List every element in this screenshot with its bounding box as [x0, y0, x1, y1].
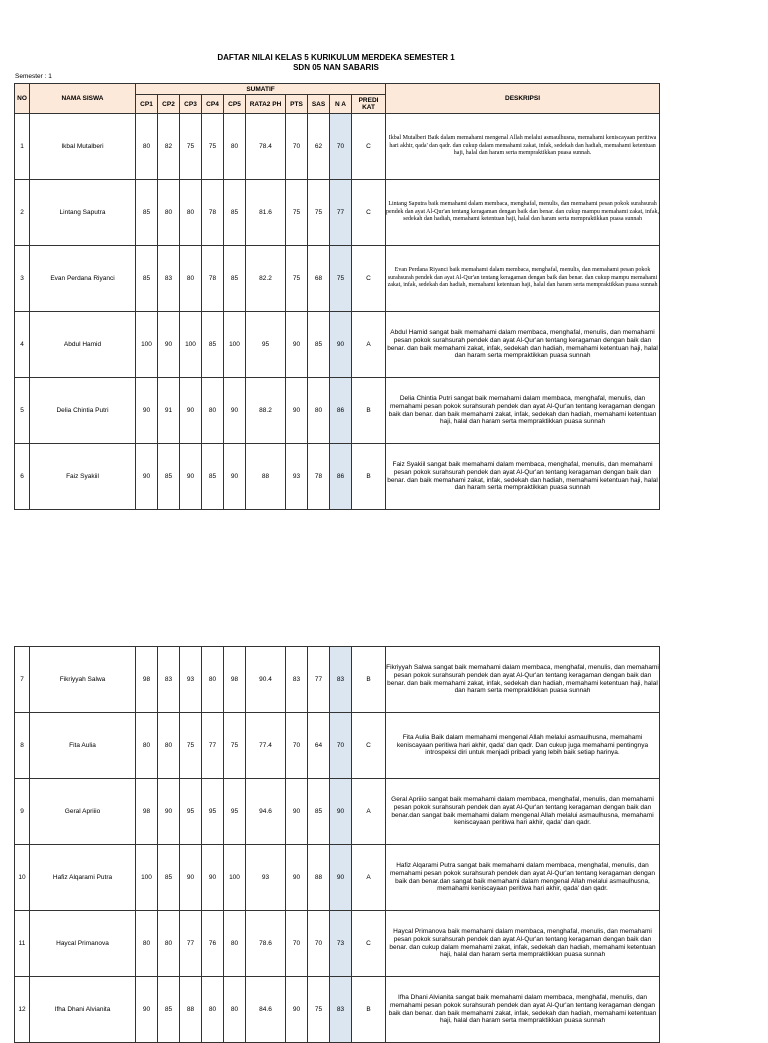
cell-rata2: 77.4	[246, 713, 286, 779]
cell-cp4: 80	[202, 977, 224, 1043]
cell-cp4: 80	[202, 378, 224, 444]
table-row	[15, 647, 660, 713]
cell-cp4: 75	[202, 114, 224, 180]
cell-no: 8	[15, 713, 30, 779]
cell-na: 83	[330, 977, 352, 1043]
cell-cp5: 85	[224, 180, 246, 246]
table-row	[15, 779, 660, 845]
cell-rata2: 81.6	[246, 180, 286, 246]
cell-cp5: 80	[224, 114, 246, 180]
cell-desc: Lintang Saputra baik memahami dalam membaca, menghafal, menulis, dan memahami pesan pokok surahsurah pendek dan ayat Al-Qur'an tentang keragaman dengan baik dan benar. dan cukup mampu memahami zakat, infak, sedekah dan hadiah, memahami ketentuan haji, halal dan haram serta mempraktikkan puasa sunnah	[386, 180, 660, 246]
cell-cp1: 90	[136, 378, 158, 444]
cell-desc: Faiz Syakiil sangat baik memahami dalam membaca, menghafal, menulis, dan memahami pesan pokok surahsurah pendek dan ayat Al-Qur'an tentang keragaman dengan baik dan benar. dan baik memahami zakat, infak, sedekah dan hadiah, memahami ketentuan haji, halal dan haram serta mempraktikkan puasa sunnah	[386, 444, 660, 510]
cell-cp2: 85	[158, 444, 180, 510]
cell-desc: Abdul Hamid sangat baik memahami dalam membaca, menghafal, menulis, dan memahami pesan pokok surahsurah pendek dan ayat Al-Qur'an tentang keragaman dengan baik dan benar. dan baik memahami zakat, infak, sedekah dan hadiah, memahami ketentuan haji, halal dan haram serta mempraktikkan puasa sunnah	[386, 312, 660, 378]
cell-rata2: 95	[246, 312, 286, 378]
cell-no: 7	[15, 647, 30, 713]
cell-pts: 90	[286, 977, 308, 1043]
cell-name: Fita Aulia	[30, 713, 136, 779]
header-predikat-line2: KAT	[362, 104, 375, 111]
cell-pred: C	[352, 114, 386, 180]
header-pts: PTS	[286, 95, 308, 114]
cell-pts: 90	[286, 779, 308, 845]
cell-na: 90	[330, 845, 352, 911]
cell-name: Delia Chintia Putri	[30, 378, 136, 444]
table-row	[15, 246, 660, 312]
cell-cp1: 85	[136, 246, 158, 312]
cell-pred: A	[352, 312, 386, 378]
cell-cp3: 75	[180, 713, 202, 779]
cell-cp5: 85	[224, 246, 246, 312]
cell-name: Ifha Dhani Alvianita	[30, 977, 136, 1043]
cell-cp3: 90	[180, 378, 202, 444]
cell-name: Haycal Primanova	[30, 911, 136, 977]
cell-pts: 90	[286, 845, 308, 911]
cell-cp3: 75	[180, 114, 202, 180]
header-predikat-line1: PREDI	[358, 97, 379, 104]
cell-rata2: 82.2	[246, 246, 286, 312]
cell-na: 70	[330, 114, 352, 180]
cell-cp2: 80	[158, 180, 180, 246]
cell-desc: Haycal Primanova baik memahami dalam membaca, menghafal, menulis, dan memahami pesan pokok surahsurah pendek dan ayat Al-Qur'an tentang keragaman dengan baik dan benar. dan cukup dalam memahami zakat, infak, sedekah dan hadiah, memahami ketentuan haji, halal dan haram serta mempraktikkan puasa sunnah	[386, 911, 660, 977]
table-row	[15, 312, 660, 378]
cell-name: Abdul Hamid	[30, 312, 136, 378]
cell-cp4: 78	[202, 246, 224, 312]
cell-no: 2	[15, 180, 30, 246]
cell-cp1: 90	[136, 444, 158, 510]
cell-desc: Ikbal Mutalberi Baik dalam memahami mengenal Allah melalui asmaulhusna, memahami keniscayaan peritiwa hari akhir, qada' dan qadr. dan cukup dalam memahami zakat, infak, sedekah dan hadiah, memahami ketentuan haji, halal dan haram serta mempraktikkan puasa sunnah.	[386, 114, 660, 180]
cell-no: 6	[15, 444, 30, 510]
header-sas: SAS	[308, 95, 330, 114]
cell-cp2: 80	[158, 713, 180, 779]
cell-name: Fikriyyah Salwa	[30, 647, 136, 713]
table-row	[15, 845, 660, 911]
table-row	[15, 180, 660, 246]
header-cp4: CP4	[202, 95, 224, 114]
cell-cp2: 90	[158, 312, 180, 378]
cell-cp3: 93	[180, 647, 202, 713]
cell-no: 3	[15, 246, 30, 312]
table-row	[15, 713, 660, 779]
cell-cp4: 95	[202, 779, 224, 845]
cell-pts: 90	[286, 378, 308, 444]
cell-cp2: 85	[158, 977, 180, 1043]
cell-cp3: 77	[180, 911, 202, 977]
cell-pred: C	[352, 180, 386, 246]
cell-pts: 70	[286, 911, 308, 977]
cell-pts: 75	[286, 246, 308, 312]
cell-no: 1	[15, 114, 30, 180]
cell-na: 77	[330, 180, 352, 246]
cell-cp3: 80	[180, 180, 202, 246]
cell-rata2: 88.2	[246, 378, 286, 444]
cell-desc: Hafiz Alqarami Putra sangat baik memahami dalam membaca, menghafal, menulis, dan memahami pesan pokok surahsurah pendek dan ayat Al-Qur'an tentang keragaman dengan baik dan benar.dan sangat baik memahami dalam mengenal Allah melalui asmaulhusna, memahami keniscayaan peritiwa hari akhir, qada' dan qadr.	[386, 845, 660, 911]
cell-no: 9	[15, 779, 30, 845]
cell-desc: Ifha Dhani Alvianita sangat baik memahami dalam membaca, menghafal, menulis, dan memahami pesan pokok surahsurah pendek dan ayat Al-Qur'an tentang keragaman dengan baik dan benar. dan baik memahami zakat, infak, sedekah dan hadiah, memahami ketentuan haji, halal dan haram serta mempraktikkan puasa sunnah	[386, 977, 660, 1043]
cell-pred: A	[352, 845, 386, 911]
cell-sas: 62	[308, 114, 330, 180]
cell-pred: B	[352, 977, 386, 1043]
cell-no: 11	[15, 911, 30, 977]
cell-na: 86	[330, 378, 352, 444]
cell-na: 70	[330, 713, 352, 779]
cell-pts: 83	[286, 647, 308, 713]
cell-no: 12	[15, 977, 30, 1043]
header-na: N A	[330, 95, 352, 114]
cell-name: Faiz Syakiil	[30, 444, 136, 510]
header-cp5: CP5	[224, 95, 246, 114]
header-sumatif: SUMATIF	[136, 84, 386, 95]
cell-cp4: 80	[202, 647, 224, 713]
semester-label: Semester : 1	[15, 73, 52, 80]
cell-desc: Geral Apriiio sangat baik memahami dalam membaca, menghafal, menulis, dan memahami pesan pokok surahsurah pendek dan ayat Al-Qur'an tentang keragaman dengan baik dan benar.dan sangat baik memahami dalam mengenal Allah melalui asmaulhusna, memahami keniscayaan peritiwa hari akhir, qada' dan qadr.	[386, 779, 660, 845]
cell-cp2: 85	[158, 845, 180, 911]
cell-sas: 88	[308, 845, 330, 911]
cell-cp5: 90	[224, 378, 246, 444]
cell-name: Lintang Saputra	[30, 180, 136, 246]
grades-table-page-2	[14, 646, 660, 1043]
cell-cp2: 90	[158, 779, 180, 845]
cell-na: 83	[330, 647, 352, 713]
cell-cp4: 78	[202, 180, 224, 246]
cell-cp5: 100	[224, 312, 246, 378]
cell-cp2: 83	[158, 647, 180, 713]
table-row	[15, 911, 660, 977]
header-name: NAMA SISWA	[30, 84, 136, 114]
cell-cp5: 80	[224, 911, 246, 977]
cell-na: 75	[330, 246, 352, 312]
header-cp1: CP1	[136, 95, 158, 114]
cell-rata2: 93	[246, 845, 286, 911]
cell-cp1: 90	[136, 977, 158, 1043]
cell-desc: Delia Chintia Putri sangat baik memahami dalam membaca, menghafal, menulis, dan memahami pesan pokok surahsurah pendek dan ayat Al-Qur'an tentang keragaman dengan baik dan benar. dan baik memahami zakat, infak, sedekah dan hadiah, memahami ketentuan haji, halal dan haram serta mempraktikkan puasa sunnah	[386, 378, 660, 444]
cell-na: 86	[330, 444, 352, 510]
cell-cp5: 95	[224, 779, 246, 845]
cell-sas: 75	[308, 977, 330, 1043]
cell-rata2: 88	[246, 444, 286, 510]
cell-cp1: 100	[136, 312, 158, 378]
table-row	[15, 114, 660, 180]
header-no: NO	[15, 84, 30, 114]
cell-desc: Fita Aulia Baik dalam memahami mengenal Allah melalui asmaulhusna, memahami keniscayaan peritiwa hari akhir, qada' dan qadr. Dan cukup juga memahami pentingnya introspeksi diri untuk menjadi pribadi yang lebih baik setiap harinya.	[386, 713, 660, 779]
header-rata2: RATA2 PH	[246, 95, 286, 114]
cell-cp5: 98	[224, 647, 246, 713]
cell-sas: 70	[308, 911, 330, 977]
cell-name: Hafiz Alqarami Putra	[30, 845, 136, 911]
cell-cp4: 77	[202, 713, 224, 779]
cell-sas: 78	[308, 444, 330, 510]
cell-pts: 70	[286, 713, 308, 779]
cell-rata2: 78.4	[246, 114, 286, 180]
cell-pred: B	[352, 444, 386, 510]
cell-cp4: 85	[202, 312, 224, 378]
cell-name: Ikbal Mutalberi	[30, 114, 136, 180]
cell-cp5: 90	[224, 444, 246, 510]
page-title: DAFTAR NILAI KELAS 5 KURIKULUM MERDEKA SEMESTER 1	[217, 53, 455, 62]
header-deskripsi: DESKRIPSI	[386, 84, 660, 114]
cell-cp4: 90	[202, 845, 224, 911]
cell-pred: B	[352, 647, 386, 713]
cell-pred: C	[352, 911, 386, 977]
cell-cp3: 100	[180, 312, 202, 378]
cell-cp3: 90	[180, 845, 202, 911]
cell-cp5: 80	[224, 977, 246, 1043]
cell-na: 90	[330, 312, 352, 378]
cell-rata2: 78.6	[246, 911, 286, 977]
header-cp2: CP2	[158, 95, 180, 114]
cell-na: 90	[330, 779, 352, 845]
cell-cp1: 85	[136, 180, 158, 246]
cell-na: 73	[330, 911, 352, 977]
table-row	[15, 977, 660, 1043]
cell-cp1: 80	[136, 713, 158, 779]
cell-sas: 75	[308, 180, 330, 246]
cell-desc: Evan Perdana Riyanci baik memahami dalam membaca, menghafal, menulis, dan memahami pesan pokok surahsurah pendek dan ayat Al-Qur'an tentang keragaman dengan baik dan benar. dan cukup mampu memahami zakat, infak, sedekah dan hadiah, memahami ketentuan haji, halal dan haram serta mempraktikkan puasa sunnah	[386, 246, 660, 312]
cell-cp2: 82	[158, 114, 180, 180]
cell-cp4: 76	[202, 911, 224, 977]
cell-sas: 85	[308, 779, 330, 845]
cell-pred: C	[352, 246, 386, 312]
cell-cp1: 98	[136, 647, 158, 713]
cell-cp3: 80	[180, 246, 202, 312]
cell-sas: 68	[308, 246, 330, 312]
table-row	[15, 378, 660, 444]
cell-name: Evan Perdana Riyanci	[30, 246, 136, 312]
cell-cp3: 88	[180, 977, 202, 1043]
cell-cp1: 100	[136, 845, 158, 911]
cell-rata2: 90.4	[246, 647, 286, 713]
cell-no: 10	[15, 845, 30, 911]
cell-cp4: 85	[202, 444, 224, 510]
cell-cp2: 91	[158, 378, 180, 444]
cell-cp2: 83	[158, 246, 180, 312]
cell-pts: 93	[286, 444, 308, 510]
cell-cp1: 80	[136, 114, 158, 180]
cell-cp3: 90	[180, 444, 202, 510]
header-predikat	[352, 95, 386, 114]
cell-no: 4	[15, 312, 30, 378]
cell-pts: 90	[286, 312, 308, 378]
table-row	[15, 444, 660, 510]
cell-pred: A	[352, 779, 386, 845]
cell-sas: 80	[308, 378, 330, 444]
cell-cp3: 95	[180, 779, 202, 845]
cell-rata2: 94.6	[246, 779, 286, 845]
cell-rata2: 84.6	[246, 977, 286, 1043]
cell-cp2: 80	[158, 911, 180, 977]
cell-pts: 75	[286, 180, 308, 246]
cell-name: Geral Apriiio	[30, 779, 136, 845]
cell-cp1: 98	[136, 779, 158, 845]
cell-sas: 85	[308, 312, 330, 378]
cell-cp1: 80	[136, 911, 158, 977]
cell-no: 5	[15, 378, 30, 444]
cell-pts: 70	[286, 114, 308, 180]
cell-desc: Fikriyyah Salwa sangat baik memahami dalam membaca, menghafal, menulis, dan memahami pesan pokok surahsurah pendek dan ayat Al-Qur'an tentang keragaman dengan baik dan benar. dan baik memahami zakat, infak, sedekah dan hadiah, memahami ketentuan haji, halal dan haram serta mempraktikkan puasa sunnah	[386, 647, 660, 713]
school-name: SDN 05 NAN SABARIS	[293, 63, 379, 72]
cell-pred: B	[352, 378, 386, 444]
cell-pred: C	[352, 713, 386, 779]
cell-sas: 64	[308, 713, 330, 779]
header-cp3: CP3	[180, 95, 202, 114]
cell-cp5: 75	[224, 713, 246, 779]
cell-cp5: 100	[224, 845, 246, 911]
grades-table-page-1	[14, 83, 660, 510]
cell-sas: 77	[308, 647, 330, 713]
